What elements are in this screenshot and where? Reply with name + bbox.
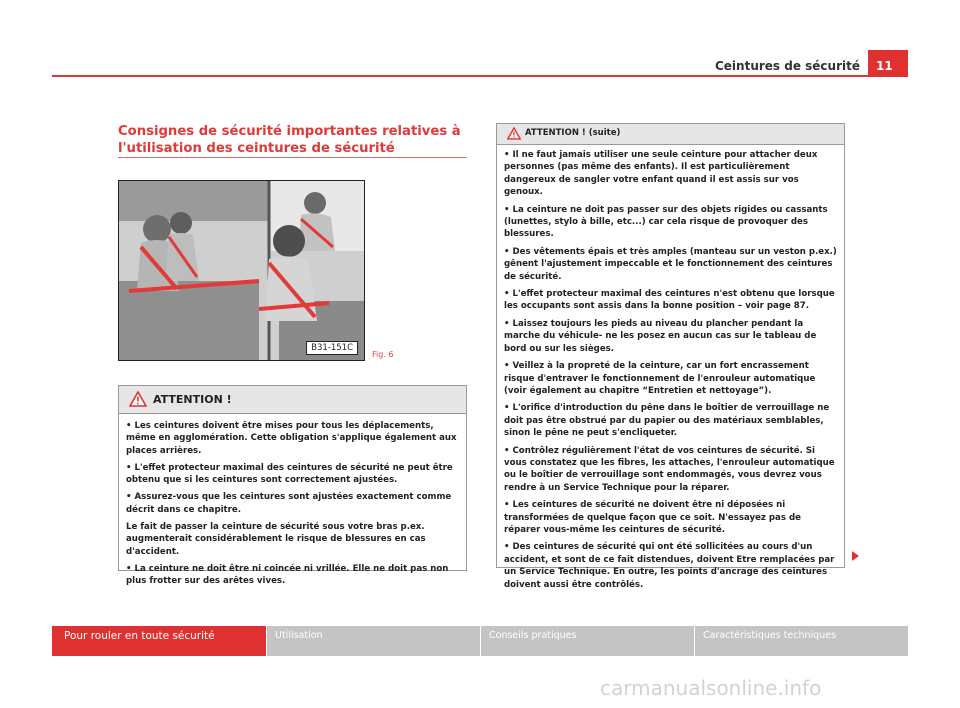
section-title-rule <box>118 157 467 158</box>
figure-caption: Fig. 6 <box>372 350 394 359</box>
warning-triangle-icon <box>507 127 521 140</box>
warning-paragraph: • Laissez toujours les pieds au niveau du plancher pendant la marche du véhicule- ne les posez en aucun cas sur le tableau de bord ou sur les sièges. <box>504 318 817 354</box>
warning-box <box>118 385 467 587</box>
warning-continued-box <box>496 123 845 590</box>
warning-continued-title: ATTENTION ! (suite) <box>525 128 621 138</box>
tab-caracteristiques-techniques[interactable]: Caractéristiques techniques <box>694 626 908 656</box>
header-rule <box>52 75 908 77</box>
warning-triangle-icon <box>129 391 147 407</box>
tab-conseils-pratiques[interactable]: Conseils pratiques <box>480 626 694 656</box>
warning-paragraph: • Veillez à la propreté de la ceinture, car un fort encrassement risque d'entraver le fonctionnement de l'enrouleur automatique (voir également au chapitre “Entretien et nettoyage”). <box>504 361 816 396</box>
tab-utilisation[interactable]: Utilisation <box>266 626 480 656</box>
warning-continued-body <box>497 145 844 591</box>
warning-paragraph: Le fait de passer la ceinture de sécurité sous votre bras p.ex. augmenterait considérablement le risque de blessures en cas d'accident. <box>126 522 426 557</box>
page-number: 11 <box>868 50 908 77</box>
warning-header <box>119 386 466 414</box>
watermark: carmanualsonline.info <box>600 676 822 700</box>
warning-paragraph: • La ceinture ne doit pas passer sur des objets rigides ou cassants (lunettes, stylo à bille, etc...) car cela risque de provoquer des blessures. <box>504 204 828 240</box>
car-interior-drawing <box>119 181 364 360</box>
warning-body <box>119 414 466 588</box>
footer-tabs <box>52 626 908 656</box>
warning-paragraph: • Contrôlez régulièrement l'état de vos ceintures de sécurité. Si vous constatez que les fibres, les attaches, l'enrouleur automatique ou le boîtier de verrouillage sont endommagés, vous devrez vous rendre à un Service Technique pour la réparer. <box>504 445 835 493</box>
warning-paragraph: • L'orifice d'introduction du pêne dans le boîtier de verrouillage ne doit pas être obstrué par du papier ou des matériaux semblables, sinon le pêne ne peut s'encliqueter. <box>504 403 830 439</box>
tab-pour-rouler-en-toute-securite[interactable]: Pour rouler en toute sécurité <box>52 626 266 656</box>
figure-code: B31-151C <box>306 341 358 355</box>
warning-paragraph: • Les ceintures doivent être mises pour tous les déplacements, même en agglomération. Cette obligation s'applique également aux places arrières. <box>126 421 457 456</box>
warning-paragraph: • L'effet protecteur maximal des ceintures n'est obtenu que lorsque les occupants sont assis dans la bonne position – voir page 87. <box>504 289 835 312</box>
seatbelt-illustration <box>118 180 365 361</box>
warning-continued-header <box>497 124 844 145</box>
warning-paragraph: • La ceinture ne doit être ni coincée ni vrillée. Elle ne doit pas non plus frotter sur des arêtes vives. <box>126 563 449 587</box>
warning-paragraph: • Les ceintures de sécurité ne doivent être ni déposées ni transformées de quelque façon que ce soit. N'essayez pas de réparer vous-même les ceintures de sécurité. <box>504 500 801 535</box>
warning-paragraph: • Des vêtements épais et très amples (manteau sur un veston p.ex.) gênent l'ajustement impeccable et le fonctionnement des ceintures de sécurité. <box>504 246 837 282</box>
warning-title: ATTENTION ! <box>153 393 232 406</box>
warning-paragraph: • Des ceintures de sécurité qui ont été sollicitées au cours d'un accident, et sont de ce fait distendues, doivent Etre remplacées par un Service Technique. En outre, les points d'ancrage des ceintures doivent aussi être contrôlés. <box>504 542 835 590</box>
warning-paragraph: • L'effet protecteur maximal des ceintures de sécurité ne peut être obtenu que si les ceintures sont correctement ajustées. <box>126 462 453 486</box>
continue-arrow-icon <box>852 551 859 561</box>
warning-paragraph: • Assurez-vous que les ceintures sont ajustées exactement comme décrit dans ce chapitre. <box>126 492 452 515</box>
running-header-title: Ceintures de sécurité <box>714 59 860 73</box>
section-title: Consignes de sécurité importantes relatives à l'utilisation des ceintures de sécurité <box>118 124 461 156</box>
warning-paragraph: • Il ne faut jamais utiliser une seule ceinture pour attacher deux personnes (pas même des enfants). Il est particulièrement dangereux de sangler votre enfant quand il est assis sur vos genoux. <box>504 150 818 198</box>
